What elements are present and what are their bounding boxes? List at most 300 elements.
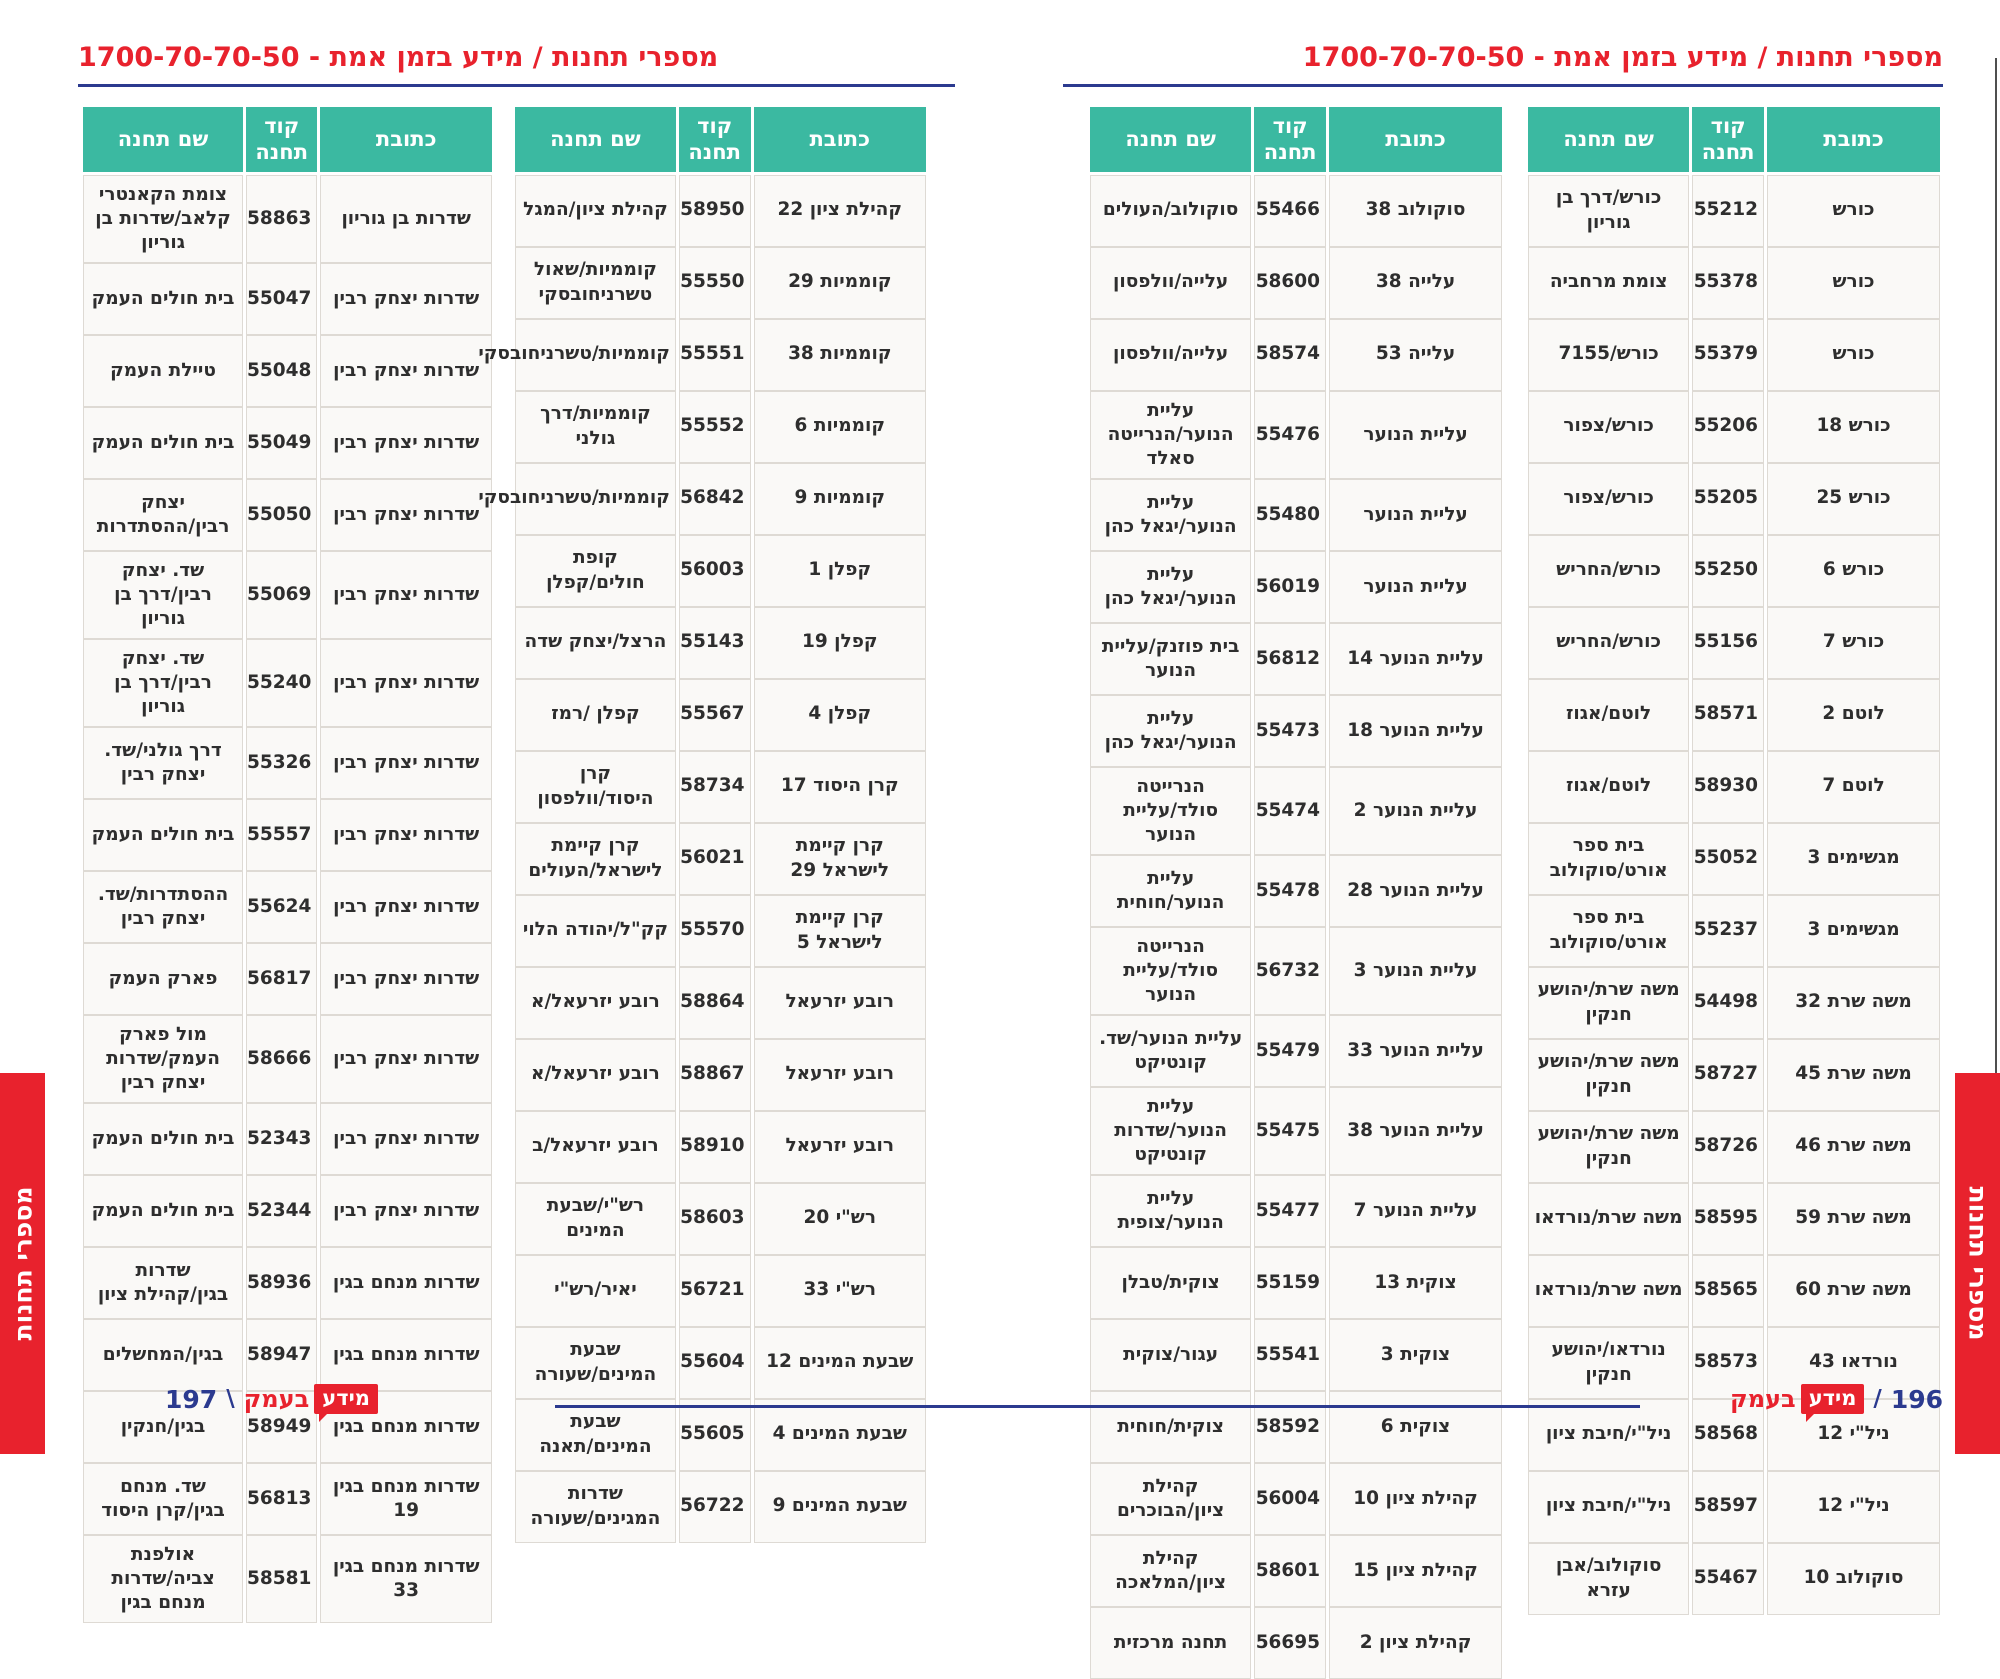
left-tab-label: מספרי תחנות bbox=[8, 1186, 38, 1341]
station-name-cell: קוממיות/טשרניחובסקי bbox=[515, 463, 676, 535]
station-code-cell: 58595 bbox=[1692, 1183, 1764, 1255]
brand-logo bbox=[1730, 1384, 1864, 1414]
station-code-cell: 56004 bbox=[1254, 1463, 1326, 1535]
station-address-cell: צוקית 13 bbox=[1329, 1247, 1502, 1319]
station-address-cell: שדרות יצחק רבין bbox=[320, 943, 492, 1015]
station-name-cell: משה שרת/יהושע חנקין bbox=[1528, 967, 1689, 1039]
station-code-cell: 55478 bbox=[1254, 855, 1326, 927]
station-name-cell: בית חולים העמק bbox=[83, 799, 243, 871]
page-number: 196 bbox=[1890, 1384, 1943, 1414]
column-header: כתובת bbox=[320, 107, 492, 175]
station-code-cell: 55467 bbox=[1692, 1543, 1764, 1615]
page-number: 197 bbox=[165, 1384, 218, 1414]
table-row bbox=[83, 799, 492, 871]
station-name-cell: שבעת המינים/תאנה bbox=[515, 1399, 676, 1471]
station-address-cell: עליית הנוער bbox=[1329, 391, 1502, 479]
station-address-cell: עליית הנוער bbox=[1329, 551, 1502, 623]
station-address-cell: ניל"י 12 bbox=[1767, 1399, 1940, 1471]
station-address-cell: שדרות יצחק רבין bbox=[320, 551, 492, 639]
station-address-cell: רש"י 20 bbox=[754, 1183, 927, 1255]
station-name-cell: רש"י/שבעת המינים bbox=[515, 1183, 676, 1255]
table-row bbox=[1090, 551, 1502, 623]
station-address-cell: רובע יזרעאל bbox=[754, 1039, 927, 1111]
station-code-cell: 55605 bbox=[679, 1399, 751, 1471]
station-code-cell: 55250 bbox=[1692, 535, 1764, 607]
station-address-cell: קהילת ציון 10 bbox=[1329, 1463, 1502, 1535]
station-name-cell: רובע יזרעאל/ב bbox=[515, 1111, 676, 1183]
table-row bbox=[83, 1015, 492, 1103]
station-code-cell: 55624 bbox=[246, 871, 317, 943]
station-name-cell: בית ספר אורט/סוקולוב bbox=[1528, 895, 1689, 967]
station-name-cell: לוטם/אגוז bbox=[1528, 679, 1689, 751]
table-row bbox=[1528, 175, 1940, 247]
station-address-cell: עליית הנוער 7 bbox=[1329, 1175, 1502, 1247]
title-rule bbox=[1063, 84, 1943, 87]
table-row bbox=[83, 335, 492, 407]
left-red-tab bbox=[0, 1073, 45, 1454]
station-name-cell: בגין/המחשלים bbox=[83, 1319, 243, 1391]
station-name-cell: עגור/צוקית bbox=[1090, 1319, 1251, 1391]
station-address-cell: שדרות יצחק רבין bbox=[320, 639, 492, 727]
stations-table bbox=[1087, 107, 1505, 1679]
station-name-cell: עליית הנוער/יגאל כהן bbox=[1090, 551, 1251, 623]
column-header: כתובת bbox=[1767, 107, 1940, 175]
station-code-cell: 55480 bbox=[1254, 479, 1326, 551]
table-row bbox=[1090, 319, 1502, 391]
station-name-cell: שד. מנחם בגין/קרן היסוד bbox=[83, 1463, 243, 1535]
station-name-cell: מול פארק העמק/שדרות יצחק רבין bbox=[83, 1015, 243, 1103]
station-name-cell: קופת חולים/קפלן bbox=[515, 535, 676, 607]
station-name-cell: עלייה/וולפסון bbox=[1090, 319, 1251, 391]
table-row bbox=[1090, 855, 1502, 927]
station-address-cell: קהילת ציון 2 bbox=[1329, 1607, 1502, 1679]
brand-word-boxed: מידע bbox=[314, 1384, 378, 1414]
station-code-cell: 58666 bbox=[246, 1015, 317, 1103]
station-name-cell: יאיר/רש"י bbox=[515, 1255, 676, 1327]
table-row bbox=[1528, 391, 1940, 463]
station-name-cell: קוממיות/דרך גולני bbox=[515, 391, 676, 463]
table-row bbox=[1528, 751, 1940, 823]
right-red-tab bbox=[1955, 1073, 2000, 1454]
station-address-cell: שדרות בן גוריון bbox=[320, 175, 492, 263]
table-row bbox=[1528, 823, 1940, 895]
table-row bbox=[83, 1247, 492, 1319]
station-address-cell: שדרות יצחק רבין bbox=[320, 871, 492, 943]
station-code-cell: 58864 bbox=[679, 967, 751, 1039]
station-code-cell: 55476 bbox=[1254, 391, 1326, 479]
station-name-cell: קהילת ציון/הבוכרים bbox=[1090, 1463, 1251, 1535]
station-address-cell: לוטם 2 bbox=[1767, 679, 1940, 751]
table-row bbox=[83, 175, 492, 263]
station-code-cell: 55570 bbox=[679, 895, 751, 967]
station-name-cell: בית פוזנק/עליית הנוער bbox=[1090, 623, 1251, 695]
station-address-cell: כורש 7 bbox=[1767, 607, 1940, 679]
station-address-cell: קרן היסוד 17 bbox=[754, 751, 927, 823]
table-row bbox=[1090, 767, 1502, 855]
station-name-cell: כורש/החריש bbox=[1528, 535, 1689, 607]
table-row bbox=[83, 727, 492, 799]
table-row bbox=[83, 639, 492, 727]
station-address-cell: שבעת המינים 9 bbox=[754, 1471, 927, 1543]
table-row bbox=[515, 535, 926, 607]
table-row bbox=[1528, 679, 1940, 751]
station-code-cell: 56021 bbox=[679, 823, 751, 895]
table-row bbox=[1528, 895, 1940, 967]
station-code-cell: 58949 bbox=[246, 1391, 317, 1463]
station-name-cell: דרך גולני/שד. יצחק רבין bbox=[83, 727, 243, 799]
table-row bbox=[1528, 1039, 1940, 1111]
station-address-cell: משה שרת 59 bbox=[1767, 1183, 1940, 1255]
station-code-cell: 55206 bbox=[1692, 391, 1764, 463]
station-address-cell: שדרות מנחם בגין bbox=[320, 1247, 492, 1319]
station-code-cell: 58726 bbox=[1692, 1111, 1764, 1183]
station-name-cell: קרן קיימת לישראל/העולים bbox=[515, 823, 676, 895]
station-name-cell: צוקית/חוחית bbox=[1090, 1391, 1251, 1463]
table-row bbox=[1090, 247, 1502, 319]
station-name-cell: משה שרת/נורדאו bbox=[1528, 1255, 1689, 1327]
station-code-cell: 56721 bbox=[679, 1255, 751, 1327]
table-row bbox=[83, 1175, 492, 1247]
table-row bbox=[83, 1463, 492, 1535]
table-row bbox=[515, 1039, 926, 1111]
station-name-cell: טיילת העמק bbox=[83, 335, 243, 407]
table-row bbox=[1528, 463, 1940, 535]
station-address-cell: כורש bbox=[1767, 175, 1940, 247]
station-name-cell: רובע יזרעאל/א bbox=[515, 967, 676, 1039]
station-name-cell: בית ספר אורט/סוקולוב bbox=[1528, 823, 1689, 895]
table-row bbox=[83, 1535, 492, 1623]
station-code-cell: 58930 bbox=[1692, 751, 1764, 823]
station-code-cell: 58867 bbox=[679, 1039, 751, 1111]
station-code-cell: 58734 bbox=[679, 751, 751, 823]
station-address-cell: רובע יזרעאל bbox=[754, 1111, 927, 1183]
station-code-cell: 56817 bbox=[246, 943, 317, 1015]
station-address-cell: שדרות מנחם בגין 19 bbox=[320, 1463, 492, 1535]
header-row bbox=[1528, 107, 1940, 175]
station-address-cell: שבעת המינים 4 bbox=[754, 1399, 927, 1471]
table-row bbox=[1528, 1183, 1940, 1255]
station-code-cell: 58597 bbox=[1692, 1471, 1764, 1543]
table-row bbox=[1090, 1463, 1502, 1535]
station-address-cell: רובע יזרעאל bbox=[754, 967, 927, 1039]
station-name-cell: תחנה מרכזית bbox=[1090, 1607, 1251, 1679]
station-name-cell: יצחק רבין/ההסתדרות bbox=[83, 479, 243, 551]
station-name-cell: ניל"י/חיבת ציון bbox=[1528, 1471, 1689, 1543]
station-name-cell: ההסתדרות/שד. יצחק רבין bbox=[83, 871, 243, 943]
column-header: שם תחנה bbox=[1090, 107, 1251, 175]
footer-divider-line bbox=[555, 1405, 1640, 1408]
station-code-cell: 58601 bbox=[1254, 1535, 1326, 1607]
station-code-cell: 56812 bbox=[1254, 623, 1326, 695]
page-number-separator: \ bbox=[226, 1386, 235, 1412]
station-address-cell: עליית הנוער 33 bbox=[1329, 1015, 1502, 1087]
station-code-cell: 58574 bbox=[1254, 319, 1326, 391]
table-row bbox=[1090, 623, 1502, 695]
station-address-cell: עליית הנוער 3 bbox=[1329, 927, 1502, 1015]
station-name-cell: בית חולים העמק bbox=[83, 1175, 243, 1247]
station-code-cell: 55237 bbox=[1692, 895, 1764, 967]
station-name-cell: אולפנת צביה/שדרות מנחם בגין bbox=[83, 1535, 243, 1623]
station-address-cell: עלייה 53 bbox=[1329, 319, 1502, 391]
table-row bbox=[515, 679, 926, 751]
table-row bbox=[1090, 175, 1502, 247]
station-address-cell: קוממיות 38 bbox=[754, 319, 927, 391]
station-name-cell: עליית הנוער/הנרייטה סאלד bbox=[1090, 391, 1251, 479]
station-code-cell: 58581 bbox=[246, 1535, 317, 1623]
station-address-cell: קפלן 1 bbox=[754, 535, 927, 607]
station-name-cell: משה שרת/נורדאו bbox=[1528, 1183, 1689, 1255]
station-name-cell: עליית הנוער/שד. קונטיקט bbox=[1090, 1015, 1251, 1087]
table-row bbox=[1090, 1391, 1502, 1463]
station-name-cell: שד. יצחק רבין/דרך בן גוריון bbox=[83, 639, 243, 727]
station-code-cell: 55551 bbox=[679, 319, 751, 391]
column-header: קוד תחנה bbox=[1254, 107, 1326, 175]
table-row bbox=[1090, 479, 1502, 551]
column-header: כתובת bbox=[1329, 107, 1502, 175]
station-code-cell: 56019 bbox=[1254, 551, 1326, 623]
station-name-cell: בית חולים העמק bbox=[83, 407, 243, 479]
station-name-cell: צוקית/טבלן bbox=[1090, 1247, 1251, 1319]
brand-word-boxed: מידע bbox=[1801, 1384, 1865, 1414]
station-code-cell: 55052 bbox=[1692, 823, 1764, 895]
station-code-cell: 55049 bbox=[246, 407, 317, 479]
station-code-cell: 58947 bbox=[246, 1319, 317, 1391]
table-row bbox=[515, 751, 926, 823]
station-name-cell: משה שרת/יהושע חנקין bbox=[1528, 1039, 1689, 1111]
station-code-cell: 56842 bbox=[679, 463, 751, 535]
station-name-cell: עלייה/וולפסון bbox=[1090, 247, 1251, 319]
station-code-cell: 58950 bbox=[679, 175, 751, 247]
column-header: שם תחנה bbox=[1528, 107, 1689, 175]
title-rule bbox=[78, 84, 955, 87]
table-row bbox=[83, 1319, 492, 1391]
station-address-cell: עלייה 38 bbox=[1329, 247, 1502, 319]
table-row bbox=[1090, 1247, 1502, 1319]
station-code-cell: 56003 bbox=[679, 535, 751, 607]
station-code-cell: 58573 bbox=[1692, 1327, 1764, 1399]
station-address-cell: סוקולוב 10 bbox=[1767, 1543, 1940, 1615]
station-code-cell: 55378 bbox=[1692, 247, 1764, 319]
station-code-cell: 55048 bbox=[246, 335, 317, 407]
station-code-cell: 55477 bbox=[1254, 1175, 1326, 1247]
station-address-cell: ניל"י 12 bbox=[1767, 1471, 1940, 1543]
station-name-cell: קהילת ציון/המגל bbox=[515, 175, 676, 247]
table-row bbox=[515, 1471, 926, 1543]
station-address-cell: קהילת ציון 22 bbox=[754, 175, 927, 247]
column-header: קוד תחנה bbox=[1692, 107, 1764, 175]
station-name-cell: קק"ל/יהודה הלוי bbox=[515, 895, 676, 967]
station-name-cell: צומת הקאנטרי קלאב/שדרות בן גוריון bbox=[83, 175, 243, 263]
station-name-cell: בגין/חנקין bbox=[83, 1391, 243, 1463]
table-row bbox=[515, 319, 926, 391]
station-address-cell: לוטם 7 bbox=[1767, 751, 1940, 823]
station-address-cell: קרן קיימת לישראל 5 bbox=[754, 895, 927, 967]
table-row bbox=[515, 1327, 926, 1399]
table-row bbox=[515, 967, 926, 1039]
station-name-cell: קרן היסוד/וולפסון bbox=[515, 751, 676, 823]
station-name-cell: קפלן /רמז bbox=[515, 679, 676, 751]
column-header: קוד תחנה bbox=[246, 107, 317, 175]
table-row bbox=[515, 1111, 926, 1183]
table-row bbox=[1528, 967, 1940, 1039]
page-title: מספרי תחנות / מידע בזמן אמת - 1700-70-70-50 bbox=[78, 42, 719, 73]
station-code-cell: 55156 bbox=[1692, 607, 1764, 679]
station-code-cell: 58565 bbox=[1692, 1255, 1764, 1327]
station-name-cell: שדרות בגין/קהילת ציון bbox=[83, 1247, 243, 1319]
station-name-cell: עליית הנוער/שדרות קונטיקט bbox=[1090, 1087, 1251, 1175]
station-code-cell: 58936 bbox=[246, 1247, 317, 1319]
station-code-cell: 58571 bbox=[1692, 679, 1764, 751]
station-name-cell: בית חולים העמק bbox=[83, 1103, 243, 1175]
station-name-cell: שד. יצחק רבין/דרך בן גוריון bbox=[83, 551, 243, 639]
station-name-cell: הרצל/יצחק שדה bbox=[515, 607, 676, 679]
station-address-cell: עליית הנוער bbox=[1329, 479, 1502, 551]
table-row bbox=[1090, 1087, 1502, 1175]
table-row bbox=[1090, 695, 1502, 767]
page-edge-line bbox=[1995, 58, 1997, 1073]
column-header: קוד תחנה bbox=[679, 107, 751, 175]
right-tab-label: מספרי תחנות bbox=[1963, 1186, 1993, 1341]
station-address-cell: עליית הנוער 14 bbox=[1329, 623, 1502, 695]
station-code-cell: 58600 bbox=[1254, 247, 1326, 319]
station-code-cell: 55240 bbox=[246, 639, 317, 727]
station-name-cell: נורדאו/יהושע חנקין bbox=[1528, 1327, 1689, 1399]
table-row bbox=[83, 479, 492, 551]
station-address-cell: משה שרת 60 bbox=[1767, 1255, 1940, 1327]
station-name-cell: ניל"י/חיבת ציון bbox=[1528, 1399, 1689, 1471]
header-row bbox=[1090, 107, 1502, 175]
station-address-cell: קהילת ציון 15 bbox=[1329, 1535, 1502, 1607]
table-row bbox=[1528, 1111, 1940, 1183]
station-code-cell: 58592 bbox=[1254, 1391, 1326, 1463]
station-address-cell: כורש bbox=[1767, 319, 1940, 391]
column-header: כתובת bbox=[754, 107, 927, 175]
table-row bbox=[83, 407, 492, 479]
column-header: שם תחנה bbox=[515, 107, 676, 175]
station-code-cell: 55047 bbox=[246, 263, 317, 335]
station-code-cell: 55552 bbox=[679, 391, 751, 463]
station-code-cell: 54498 bbox=[1692, 967, 1764, 1039]
station-address-cell: קפלן 4 bbox=[754, 679, 927, 751]
station-address-cell: כורש bbox=[1767, 247, 1940, 319]
station-code-cell: 55069 bbox=[246, 551, 317, 639]
station-address-cell: נורדאו 43 bbox=[1767, 1327, 1940, 1399]
table-row bbox=[1528, 607, 1940, 679]
station-name-cell: עליית הנוער/יגאל כהן bbox=[1090, 695, 1251, 767]
station-name-cell: קהילת ציון/המלאכה bbox=[1090, 1535, 1251, 1607]
table-row bbox=[83, 263, 492, 335]
station-name-cell: קוממיות/טשרניחובסקי bbox=[515, 319, 676, 391]
station-name-cell: רובע יזרעאל/א bbox=[515, 1039, 676, 1111]
station-address-cell: שדרות מנחם בגין bbox=[320, 1391, 492, 1463]
station-code-cell: 58910 bbox=[679, 1111, 751, 1183]
station-address-cell: קוממיות 29 bbox=[754, 247, 927, 319]
column-header: שם תחנה bbox=[83, 107, 243, 175]
station-name-cell: סוקולוב/העולים bbox=[1090, 175, 1251, 247]
station-address-cell: שדרות יצחק רבין bbox=[320, 727, 492, 799]
station-name-cell: קוממיות/שאול טשרניחובסקי bbox=[515, 247, 676, 319]
station-code-cell: 58863 bbox=[246, 175, 317, 263]
station-code-cell: 52344 bbox=[246, 1175, 317, 1247]
brand-logo bbox=[244, 1384, 378, 1414]
station-address-cell: קפלן 19 bbox=[754, 607, 927, 679]
table-row bbox=[1090, 1319, 1502, 1391]
page-title: מספרי תחנות / מידע בזמן אמת - 1700-70-70-50 bbox=[1302, 42, 1943, 73]
table-row bbox=[515, 823, 926, 895]
station-code-cell: 56695 bbox=[1254, 1607, 1326, 1679]
station-code-cell: 55159 bbox=[1254, 1247, 1326, 1319]
station-code-cell: 56813 bbox=[246, 1463, 317, 1535]
table-row bbox=[1528, 1543, 1940, 1615]
table-row bbox=[1090, 1175, 1502, 1247]
station-address-cell: משה שרת 32 bbox=[1767, 967, 1940, 1039]
station-code-cell: 58603 bbox=[679, 1183, 751, 1255]
table-row bbox=[515, 1183, 926, 1255]
table-row bbox=[1090, 391, 1502, 479]
station-address-cell: שדרות יצחק רבין bbox=[320, 479, 492, 551]
station-address-cell: עליית הנוער 18 bbox=[1329, 695, 1502, 767]
station-name-cell: כורש/החריש bbox=[1528, 607, 1689, 679]
station-address-cell: שדרות יצחק רבין bbox=[320, 335, 492, 407]
station-address-cell: כורש 25 bbox=[1767, 463, 1940, 535]
station-address-cell: צוקית 3 bbox=[1329, 1319, 1502, 1391]
station-address-cell: מגשימים 3 bbox=[1767, 895, 1940, 967]
station-address-cell: כורש 6 bbox=[1767, 535, 1940, 607]
table-row bbox=[83, 943, 492, 1015]
station-name-cell: סוקולוב/אבן עזרא bbox=[1528, 1543, 1689, 1615]
footer-right bbox=[1730, 1384, 1943, 1414]
page-number-separator: / bbox=[1873, 1386, 1882, 1412]
station-address-cell: שדרות יצחק רבין bbox=[320, 1175, 492, 1247]
station-code-cell: 55466 bbox=[1254, 175, 1326, 247]
table-row bbox=[1528, 535, 1940, 607]
table-row bbox=[1090, 1535, 1502, 1607]
station-name-cell: עליית הנוער/צופית bbox=[1090, 1175, 1251, 1247]
station-address-cell: מגשימים 3 bbox=[1767, 823, 1940, 895]
table-row bbox=[515, 391, 926, 463]
station-code-cell: 55557 bbox=[246, 799, 317, 871]
station-address-cell: סוקולוב 38 bbox=[1329, 175, 1502, 247]
station-address-cell: שבעת המינים 12 bbox=[754, 1327, 927, 1399]
station-name-cell: עליית הנוער/יגאל כהן bbox=[1090, 479, 1251, 551]
table-row bbox=[515, 463, 926, 535]
station-code-cell: 55604 bbox=[679, 1327, 751, 1399]
station-address-cell: משה שרת 46 bbox=[1767, 1111, 1940, 1183]
station-name-cell: בית חולים העמק bbox=[83, 263, 243, 335]
station-address-cell: רש"י 33 bbox=[754, 1255, 927, 1327]
brand-word-plain: בעמק bbox=[243, 1385, 310, 1413]
station-name-cell: כורש/דרך בן גוריון bbox=[1528, 175, 1689, 247]
table-row bbox=[83, 1103, 492, 1175]
table-row bbox=[1528, 1471, 1940, 1543]
station-code-cell: 55143 bbox=[679, 607, 751, 679]
station-name-cell: הנרייטה סולד/עליית הנוער bbox=[1090, 767, 1251, 855]
station-code-cell: 55474 bbox=[1254, 767, 1326, 855]
station-address-cell: שדרות יצחק רבין bbox=[320, 263, 492, 335]
station-address-cell: עליית הנוער 38 bbox=[1329, 1087, 1502, 1175]
station-address-cell: קוממיות 9 bbox=[754, 463, 927, 535]
station-address-cell: שדרות יצחק רבין bbox=[320, 407, 492, 479]
station-address-cell: עליית הנוער 28 bbox=[1329, 855, 1502, 927]
table-row bbox=[1528, 319, 1940, 391]
header-row bbox=[515, 107, 926, 175]
station-address-cell: עליית הנוער 2 bbox=[1329, 767, 1502, 855]
station-address-cell: כורש 18 bbox=[1767, 391, 1940, 463]
footer-left bbox=[165, 1384, 378, 1414]
station-address-cell: שדרות מנחם בגין 33 bbox=[320, 1535, 492, 1623]
table-row bbox=[515, 607, 926, 679]
station-code-cell: 55541 bbox=[1254, 1319, 1326, 1391]
